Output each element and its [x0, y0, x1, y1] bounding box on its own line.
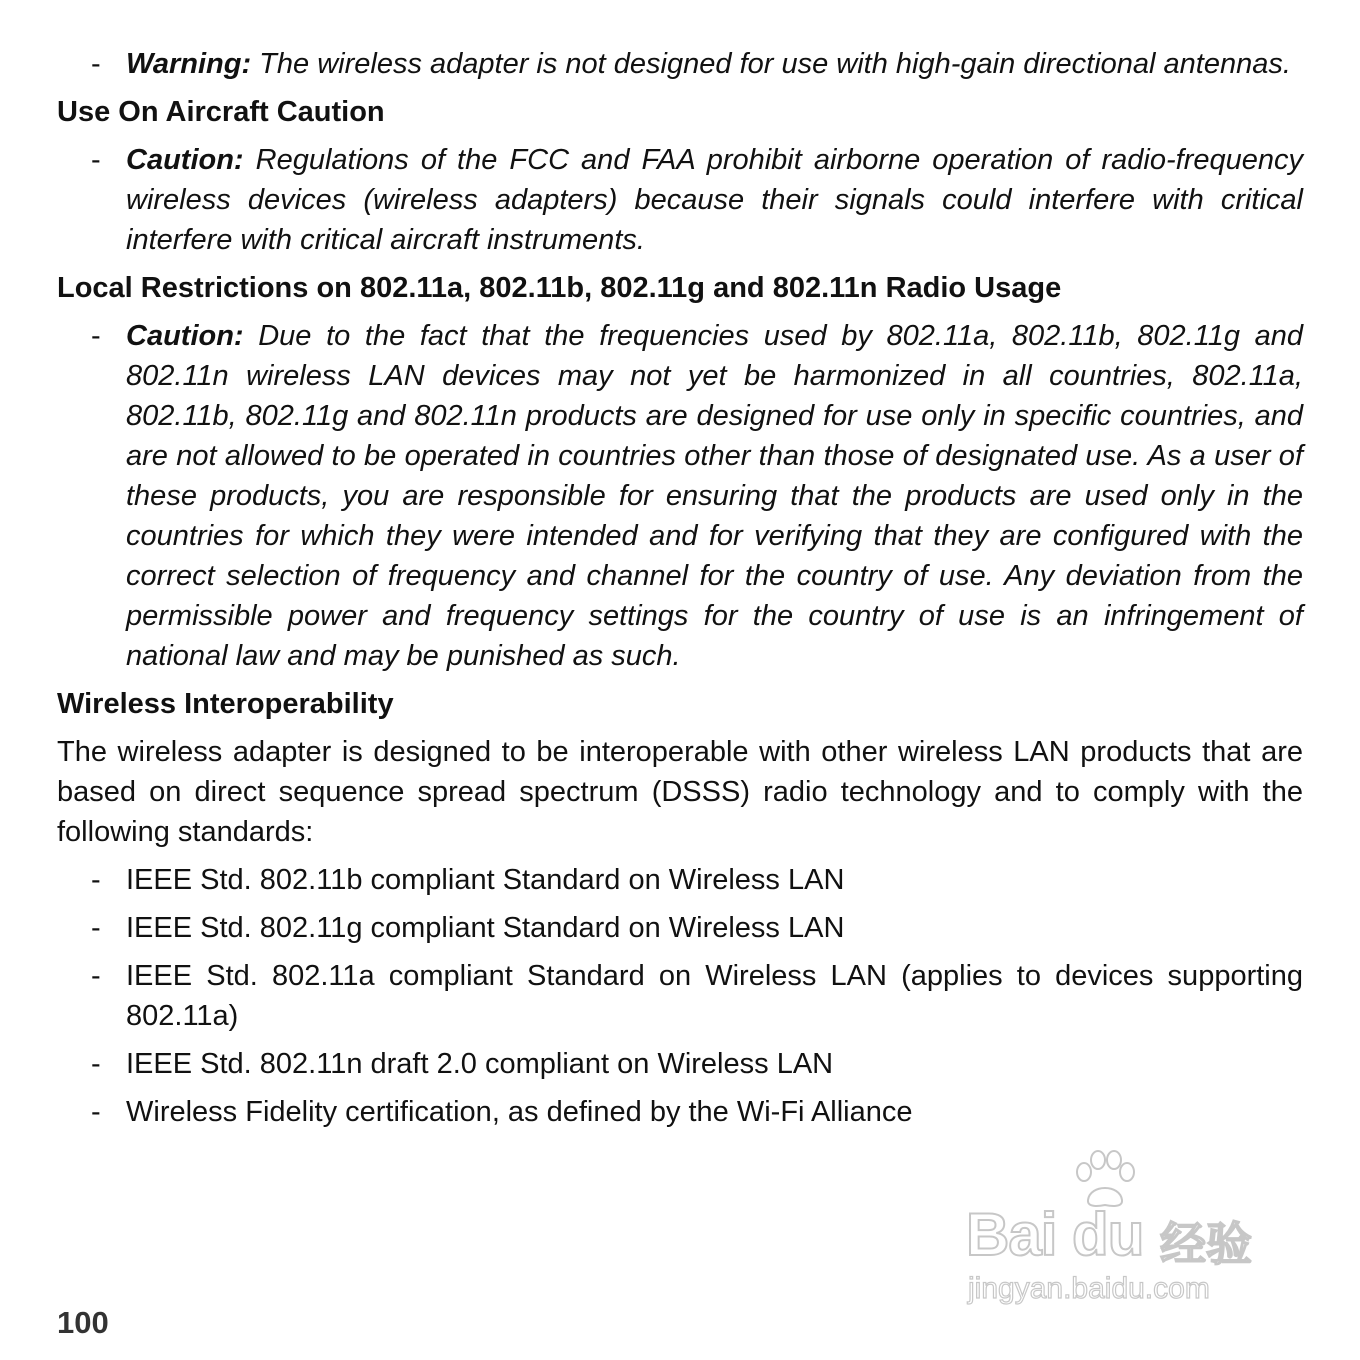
warning-bullet — [57, 44, 1303, 84]
aircraft-heading: Use On Aircraft Caution — [57, 96, 385, 128]
restrictions-heading: Local Restrictions on 802.11a, 802.11b, 802.11g and 802.11n Radio Usage — [57, 272, 1062, 304]
warning-label: Warning: — [126, 48, 252, 80]
standard-list-item — [57, 1044, 1303, 1084]
standard-list-item — [57, 860, 1303, 900]
document-page — [57, 44, 1303, 1140]
baidu-watermark — [962, 1150, 1282, 1320]
bullet-dash: - — [91, 1096, 101, 1128]
bullet-dash: - — [91, 864, 101, 896]
restrictions-caution-text: Due to the fact that the frequencies used by 802.11a, 802.11b, 802.11g and 802.11n wireless LAN devices may not yet be harmonized in all countries, 802.11a, 802.11b, 802.11g and 802.11n products are designed for use only in specific countries, and are not allowed to be operated in countries other than those of designated use. As a user of these products, you are responsible for ensuring that the products are used only in the countries for which they were intended and for verifying that they are configured with the correct selection of frequency and channel for the country of use. Any deviation from the permissible power and frequency settings for the country of use is an infringement of national law and may be punished as such. — [126, 320, 1303, 672]
page-number: 100 — [57, 1305, 109, 1340]
standard-list-item — [57, 956, 1303, 1036]
standard-list-item — [57, 908, 1303, 948]
standard-text: IEEE Std. 802.11n draft 2.0 compliant on Wireless LAN — [126, 1048, 834, 1080]
interoperability-paragraph: The wireless adapter is designed to be interoperable with other wireless LAN products that are based on direct sequence spread spectrum (DSSS) radio technology and to comply with the following standards: — [57, 736, 1303, 848]
warning-text: The wireless adapter is not designed for use with high-gain directional antennas. — [251, 48, 1291, 80]
aircraft-caution-text: Regulations of the FCC and FAA prohibit airborne operation of radio-frequency wireless devices (wireless adapters) because their signals could interfere with critical interfere with critical aircraft instruments. — [126, 144, 1303, 256]
bullet-dash: - — [91, 1048, 101, 1080]
caution-label: Caution: — [126, 320, 244, 352]
standard-text: IEEE Std. 802.11a compliant Standard on Wireless LAN (applies to devices supporting 802.11a) — [126, 960, 1303, 1032]
standard-text: IEEE Std. 802.11b compliant Standard on Wireless LAN — [126, 864, 845, 896]
standard-text: IEEE Std. 802.11g compliant Standard on Wireless LAN — [126, 912, 845, 944]
standard-list-item — [57, 1092, 1303, 1132]
restrictions-caution-bullet — [57, 316, 1303, 676]
standard-text: Wireless Fidelity certification, as defined by the Wi-Fi Alliance — [126, 1096, 913, 1128]
bullet-dash: - — [91, 960, 101, 992]
watermark-brand: Bai du — [966, 1201, 1144, 1268]
bullet-dash: - — [91, 320, 101, 352]
bullet-dash: - — [91, 48, 101, 80]
bullet-dash: - — [91, 912, 101, 944]
watermark-suffix: 经验 — [1160, 1217, 1252, 1271]
aircraft-caution-bullet — [57, 140, 1303, 260]
interoperability-heading: Wireless Interoperability — [57, 688, 394, 720]
watermark-url: jingyan.baidu.com — [968, 1272, 1210, 1305]
caution-label: Caution: — [126, 144, 244, 176]
bullet-dash: - — [91, 144, 101, 176]
